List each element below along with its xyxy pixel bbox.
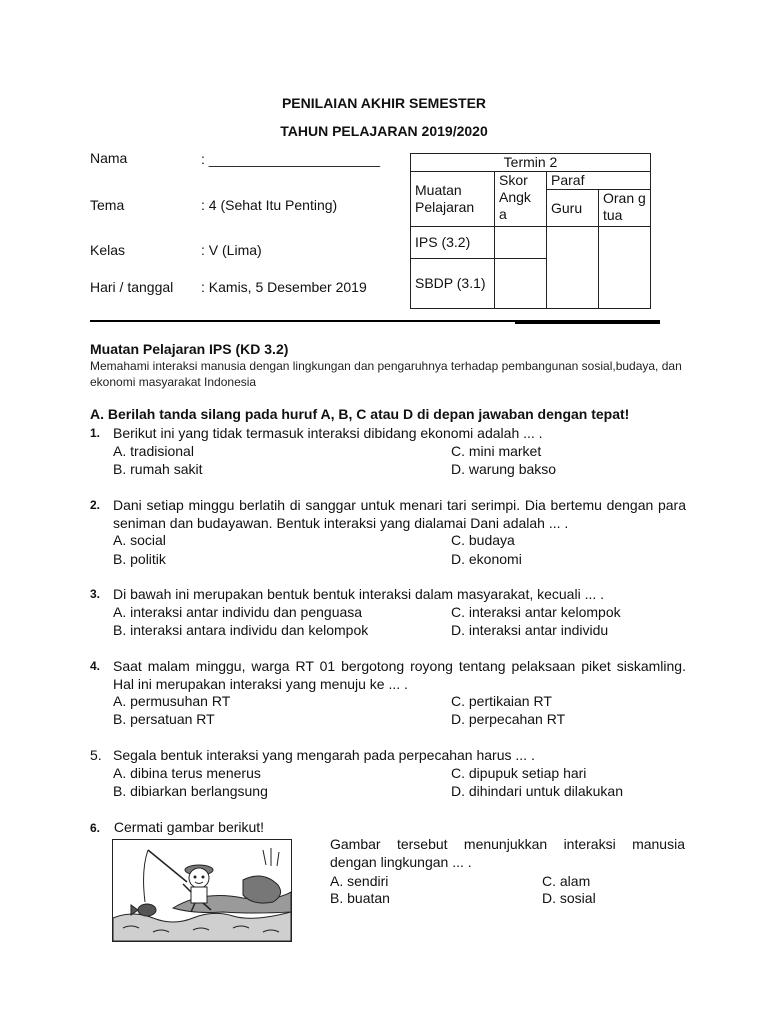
skor-header: Skor Angk a: [495, 172, 547, 227]
option-c[interactable]: C. pertikaian RT: [451, 693, 552, 709]
kelas-label: Kelas: [90, 242, 126, 258]
question-text: Segala bentuk interaksi yang mengarah pada perpecahan harus ... .: [113, 747, 535, 763]
option-a[interactable]: A. sendiri: [330, 873, 389, 889]
option-a[interactable]: A. tradisional: [113, 443, 194, 459]
option-d[interactable]: D. sosial: [542, 890, 596, 906]
q6-side-text: Gambar tersebut menunjukkan interaksi manusia dengan lingkungan ... .: [330, 836, 685, 870]
question-number: 1.: [90, 426, 101, 440]
option-d[interactable]: D. interaksi antar individu: [451, 622, 609, 638]
option-a[interactable]: A. permusuhan RT: [113, 693, 231, 709]
nama-label: Nama: [90, 150, 128, 166]
nama-field[interactable]: : ______________________: [201, 151, 381, 167]
fishing-illustration: [112, 839, 292, 942]
option-d[interactable]: D. perpecahan RT: [451, 711, 566, 727]
question-number: 3.: [90, 587, 101, 601]
question-number: 6.: [90, 821, 101, 835]
question-text: Dani setiap minggu berlatih di sanggar untuk menari tari serimpi. Dia bertemu dengan para seniman dan budayawan. Bentuk interaksi yang dialamai Dani adalah ... .: [113, 497, 686, 531]
section-description: Memahami interaksi manusia dengan lingkungan dan pengaruhnya terhadap pembangunan sosial,budaya, dan ekonomi masyarakat Indonesia: [90, 359, 682, 389]
question-number: 5.: [90, 747, 102, 763]
question-2: [90, 496, 686, 532]
option-b[interactable]: B. interaksi antara individu dan kelompok: [113, 622, 369, 638]
section-heading: Muatan Pelajaran IPS (KD 3.2): [90, 341, 289, 357]
question-text: Saat malam minggu, warga RT 01 bergotong royong tentang pelaksaan piket siskamling. Hal ini merupakan interaksi yang menuju ke ... .: [113, 658, 686, 692]
question-5: [90, 746, 686, 764]
page-subtitle: TAHUN PELAJARAN 2019/2020: [280, 123, 488, 139]
question-text: Berikut ini yang tidak termasuk interaksi dibidang ekonomi adalah ... .: [113, 425, 543, 441]
kelas-value: : V (Lima): [201, 242, 262, 258]
option-a[interactable]: A. dibina terus menerus: [113, 765, 261, 781]
guru-header: Guru: [547, 190, 599, 227]
option-c[interactable]: C. dipupuk setiap hari: [451, 765, 587, 781]
option-a[interactable]: A. social: [113, 532, 166, 548]
instruction: A. Berilah tanda silang pada huruf A, B, C atau D di depan jawaban dengan tepat!: [90, 406, 630, 422]
option-b[interactable]: B. rumah sakit: [113, 461, 203, 477]
option-b[interactable]: B. persatuan RT: [113, 711, 215, 727]
question-number: 4.: [90, 659, 101, 673]
option-c[interactable]: C. alam: [542, 873, 591, 889]
row-sbdp-skor[interactable]: [495, 259, 547, 309]
divider-thick: [515, 320, 660, 324]
paraf-ortu-cell[interactable]: [599, 227, 651, 309]
question-text: Cermati gambar berikut!: [113, 819, 265, 835]
question-6: [90, 818, 264, 837]
score-table: [410, 153, 651, 309]
option-b[interactable]: B. dibiarkan berlangsung: [113, 783, 268, 799]
paraf-header: Paraf: [547, 172, 651, 190]
question-number: 2.: [90, 498, 101, 512]
option-b[interactable]: B. politik: [113, 551, 166, 567]
row-ips-skor[interactable]: [495, 227, 547, 259]
option-c[interactable]: C. budaya: [451, 532, 515, 548]
option-d[interactable]: D. ekonomi: [451, 551, 522, 567]
tema-value: : 4 (Sehat Itu Penting): [201, 197, 338, 213]
question-1: [90, 424, 686, 442]
tema-label: Tema: [90, 197, 125, 213]
question-4: [90, 657, 686, 693]
termin-header: Termin 2: [411, 154, 651, 172]
page-title: PENILAIAN AKHIR SEMESTER: [281, 95, 487, 111]
option-b[interactable]: B. buatan: [330, 890, 390, 906]
option-c[interactable]: C. interaksi antar kelompok: [451, 604, 621, 620]
ortu-header: Oran g tua: [599, 190, 651, 227]
fishing-boy-icon: [113, 840, 291, 941]
option-d[interactable]: D. warung bakso: [451, 461, 557, 477]
option-a[interactable]: A. interaksi antar individu dan penguasa: [113, 604, 363, 620]
row-ips-label: IPS (3.2): [411, 227, 495, 259]
row-sbdp-label: SBDP (3.1): [411, 259, 495, 309]
option-c[interactable]: C. mini market: [451, 443, 542, 459]
muatan-header: Muatan Pelajaran: [411, 172, 495, 227]
paraf-guru-cell[interactable]: [547, 227, 599, 309]
tanggal-label: Hari / tanggal: [90, 279, 174, 295]
question-text: Di bawah ini merupakan bentuk bentuk interaksi dalam masyarakat, kecuali ... .: [113, 586, 605, 602]
option-d[interactable]: D. dihindari untuk dilakukan: [451, 783, 623, 799]
tanggal-value: : Kamis, 5 Desember 2019: [201, 279, 367, 295]
question-3: [90, 585, 686, 603]
